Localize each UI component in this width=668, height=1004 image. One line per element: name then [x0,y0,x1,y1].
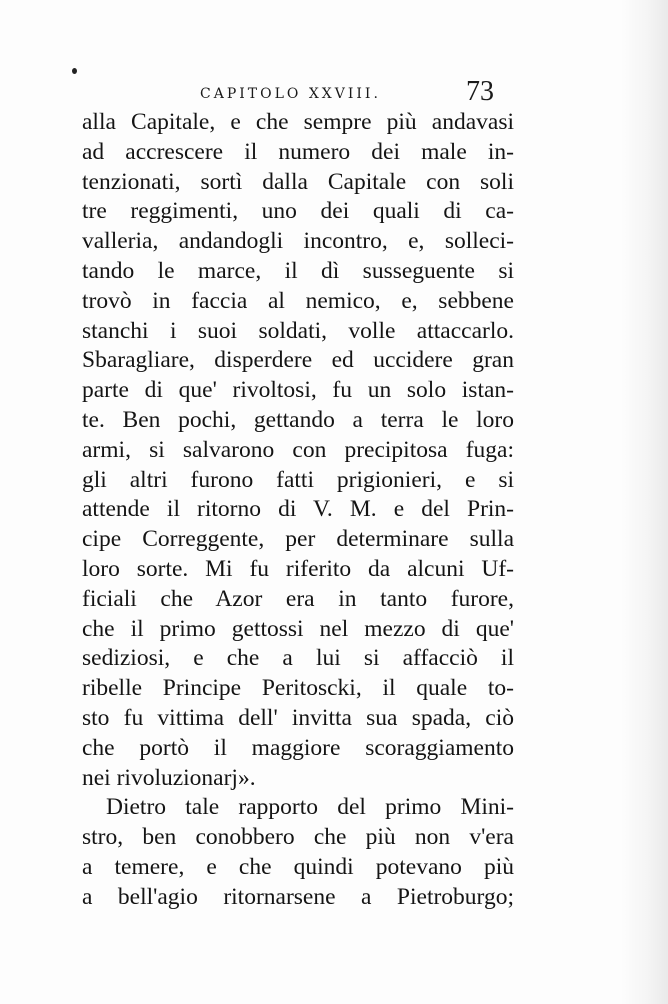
text-line: loro sorte. Mi fu riferito da alcuni Uf- [82,555,514,582]
text-line: Dietro tale rapporto del primo Mini- [106,794,514,821]
text-line: gli altri furono fatti prigionieri, e si [82,466,514,493]
page-number: 73 [466,76,494,107]
text-line: valleria, andandogli incontro, e, solleci- [82,228,514,255]
text-line: armi, si salvarono con precipitosa fuga: [82,436,514,463]
text-line: che portò il maggiore scoraggiamento [82,734,514,761]
text-line: ficiali che Azor era in tanto furore, [82,585,514,612]
text-line: che il primo gettossi nel mezzo di que' [82,615,514,642]
text-line: a temere, e che quindi potevano più [82,853,514,880]
ink-spot [72,68,77,74]
text-line: sto fu vittima dell' invitta sua spada, ciò [82,704,514,731]
text-line: stanchi i suoi soldati, volle attaccarlo. [82,317,514,344]
running-header: CAPITOLO XXVIII. [200,86,381,102]
body-text [82,108,514,913]
text-line: alla Capitale, e che sempre più andavasi [82,109,514,135]
text-line: tenzionati, sortì dalla Capitale con soli [82,168,514,195]
text-line: ribelle Principe Peritoscki, il quale to- [82,675,514,702]
text-line: sediziosi, e che a lui si affacciò il [82,645,514,672]
text-line: parte di que' rivoltosi, fu un solo istan- [82,377,514,404]
text-line: Sbaragliare, disperdere ed uccidere gran [82,347,514,374]
text-line: attende il ritorno di V. M. e del Prin- [82,496,514,523]
text-line: te. Ben pochi, gettando a terra le loro [82,406,514,433]
text-line: stro, ben conobbero che più non v'era [82,824,514,851]
page-edge-shadow [620,0,668,1004]
text-line: cipe Correggente, per determinare sulla [82,526,514,553]
text-line: tando le marce, il dì susseguente si [82,257,514,284]
text-line: tre reggimenti, uno dei quali di ca- [82,198,514,225]
text-line: trovò in faccia al nemico, e, sebbene [82,287,514,314]
text-line: nei rivoluzionarj». [82,764,256,791]
text-line: ad accrescere il numero dei male in- [82,138,514,165]
text-line: a bell'agio ritornarsene a Pietroburgo; [82,883,514,910]
